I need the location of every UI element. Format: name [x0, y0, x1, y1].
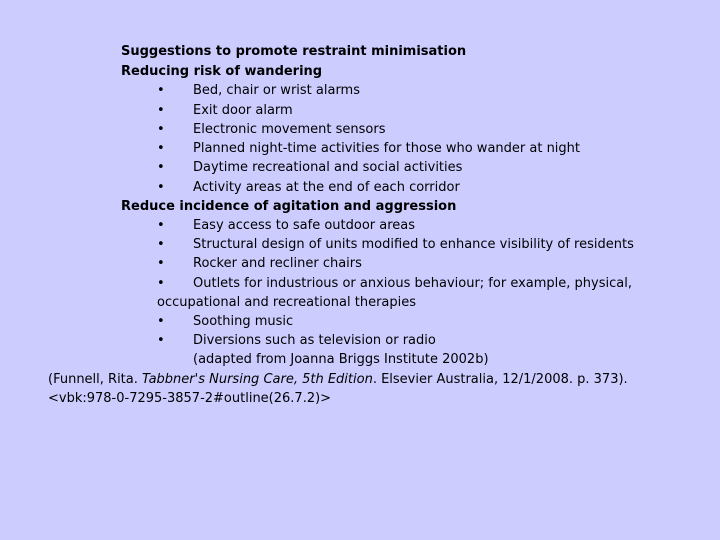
citation-prefix: (Funnell, Rita. — [48, 372, 143, 387]
heading-wandering: Reducing risk of wandering — [121, 64, 323, 79]
list-item-text: Electronic movement sensors — [193, 122, 386, 137]
bullet-icon: • — [157, 160, 165, 175]
citation — [48, 370, 628, 389]
list-item — [157, 81, 360, 100]
list-item — [157, 158, 462, 177]
citation-suffix: . Elsevier Australia, 12/1/2008. p. 373). — [372, 372, 628, 387]
list-item-text: Activity areas at the end of each corridor — [193, 180, 460, 195]
heading-restraint-minimisation: Suggestions to promote restraint minimisation — [121, 44, 467, 59]
bullet-icon: • — [157, 314, 165, 329]
adapted-note: (adapted from Joanna Briggs Institute 2002b) — [193, 352, 489, 367]
bullet-icon: • — [157, 218, 165, 233]
heading-agitation: Reduce incidence of agitation and aggression — [121, 199, 457, 214]
list-item-text: Planned night-time activities for those who wander at night — [193, 141, 581, 156]
bullet-icon: • — [157, 256, 165, 271]
list-item-text: Structural design of units modified to enhance visibility of residents — [193, 237, 634, 252]
bullet-icon: • — [157, 333, 165, 348]
list-item-continuation: occupational and recreational therapies — [157, 295, 417, 310]
list-item — [157, 178, 460, 197]
list-item-text: Rocker and recliner chairs — [193, 256, 362, 271]
list-item-text: Easy access to safe outdoor areas — [193, 218, 416, 233]
list-item-text: Bed, chair or wrist alarms — [193, 83, 360, 98]
list-item — [157, 331, 436, 350]
citation-vbk: <vbk:978-0-7295-3857-2#outline(26.7.2)> — [48, 391, 332, 406]
list-item-text: Outlets for industrious or anxious behaviour; for example, physical, — [193, 276, 632, 291]
list-item — [157, 274, 632, 293]
list-item — [157, 101, 293, 120]
bullet-icon: • — [157, 122, 165, 137]
citation-title: Tabbner's Nursing Care, 5th Edition — [142, 372, 373, 387]
list-item — [157, 139, 580, 158]
list-item — [157, 216, 415, 235]
list-item — [157, 120, 386, 139]
list-item — [157, 254, 362, 273]
list-item-text: Daytime recreational and social activities — [193, 160, 463, 175]
list-item-text: Diversions such as television or radio — [193, 333, 436, 348]
list-item-text: Exit door alarm — [193, 103, 293, 118]
bullet-icon: • — [157, 103, 165, 118]
list-item — [157, 235, 634, 254]
list-item — [157, 312, 293, 331]
bullet-icon: • — [157, 237, 165, 252]
bullet-icon: • — [157, 141, 165, 156]
list-item-text: Soothing music — [193, 314, 294, 329]
bullet-icon: • — [157, 180, 165, 195]
bullet-icon: • — [157, 276, 165, 291]
bullet-icon: • — [157, 83, 165, 98]
